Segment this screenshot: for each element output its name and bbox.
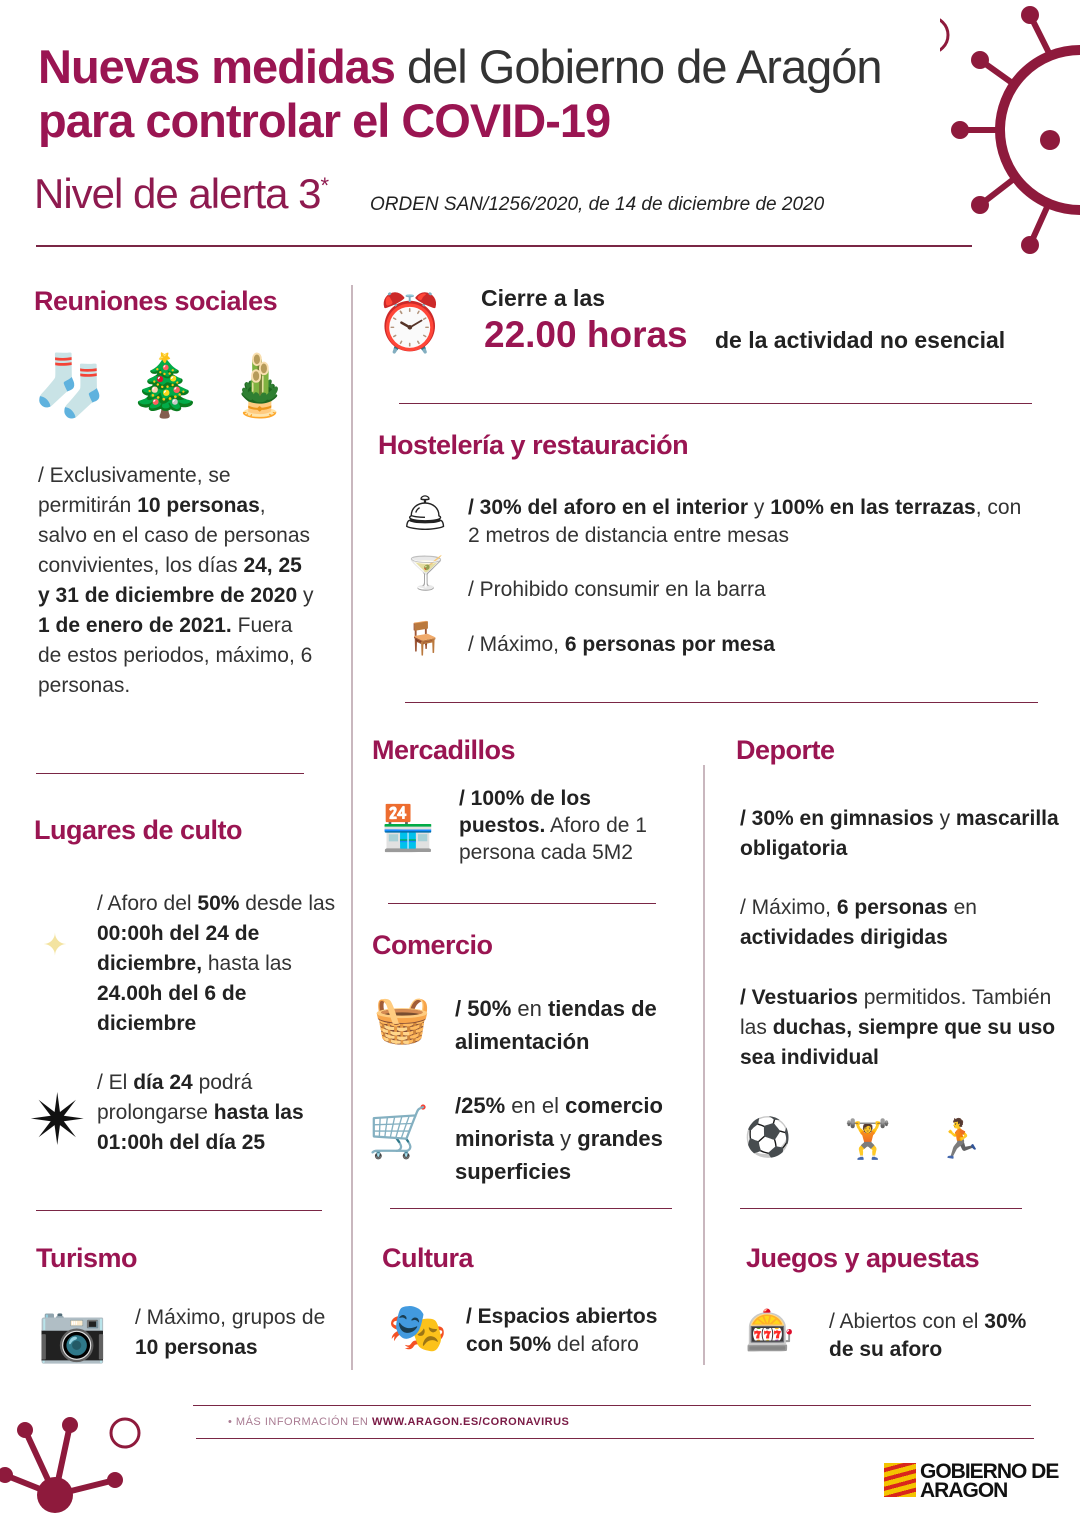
text-segment: / Máximo, <box>740 896 837 919</box>
market-stall-icon: 🏪 <box>380 803 436 853</box>
star-icon: ✴ <box>28 1081 88 1159</box>
divider <box>36 773 304 774</box>
divider <box>399 403 1032 404</box>
runner-icon: 🏃 <box>936 1119 984 1161</box>
hosteleria-item-3 <box>468 630 1028 660</box>
table-icon: 🪑 <box>404 619 444 656</box>
text-segment: en <box>947 896 977 919</box>
divider <box>196 1438 1034 1439</box>
orden-reference: ORDEN SAN/1256/2020, de 14 de diciembre de 2020 <box>370 194 825 215</box>
text-segment: mascarilla obligatoria <box>740 807 1059 860</box>
text-segment: 30% de su aforo <box>829 1310 1027 1361</box>
hosteleria-item-2 <box>468 575 1028 605</box>
heading-turismo: Turismo <box>36 1243 138 1273</box>
heading-juegos: Juegos y apuestas <box>746 1243 980 1273</box>
page-title: Nuevas medidas del Gobierno de Aragón para controlar el COVID-19 <box>38 40 882 147</box>
text-segment: Fuera de estos periodos, máximo, 6 personas. <box>38 614 313 697</box>
divider <box>193 1405 1031 1406</box>
weightlifter-icon: 🏋 <box>844 1119 892 1161</box>
text-segment: / Exclusivamente, se permitirán <box>38 464 231 517</box>
comercio-item-2 <box>455 1089 695 1188</box>
theater-masks-icon: 🎭 <box>387 1302 448 1355</box>
text-segment: tiendas de alimentación <box>455 996 657 1054</box>
text-segment: 10 personas <box>137 494 260 517</box>
virus-decoration-icon <box>940 0 1080 260</box>
divider <box>390 1208 672 1209</box>
text-segment: Aforo de 1 persona cada 5M2 <box>459 814 647 864</box>
text-segment: comercio minorista <box>455 1093 663 1151</box>
grocery-basket-icon: 🧺 <box>373 993 432 1045</box>
sparkle-icon: ✦ <box>42 928 68 962</box>
shopping-cart-icon: 🛒 <box>367 1104 431 1160</box>
christmas-icons <box>32 340 298 430</box>
text-segment: 24.00h del 6 de diciembre <box>97 982 247 1035</box>
text-segment: / Vestuarios <box>740 986 858 1009</box>
cierre-line1: Cierre a las <box>481 285 606 311</box>
text-segment: 6 personas <box>836 896 948 919</box>
text-segment: 50% <box>197 892 240 915</box>
text-segment: desde las <box>239 892 336 915</box>
text-segment: / Máximo, grupos de <box>135 1306 326 1329</box>
christmas-tree-icon: 🎄 <box>127 351 203 419</box>
divider <box>36 245 972 247</box>
text-segment: / 30% en gimnasios <box>740 807 934 830</box>
heading-comercio: Comercio <box>372 930 493 960</box>
coronavirus-link[interactable]: WWW.ARAGON.ES/CORONAVIRUS <box>371 1416 570 1428</box>
heading-cultura: Cultura <box>382 1243 473 1273</box>
aragon-flag-icon <box>884 1463 916 1497</box>
text-segment: actividades dirigidas <box>740 926 948 949</box>
heading-reuniones: Reuniones sociales <box>34 286 278 316</box>
turismo-text <box>135 1303 345 1363</box>
poker-chips-icon: 🎰 <box>745 1308 795 1353</box>
text-segment: hasta las <box>202 952 292 975</box>
text-segment: , con 2 metros de distancia entre mesas <box>468 496 1022 547</box>
text-segment: / Máximo, <box>468 633 565 656</box>
stocking-icon: 🧦 <box>32 351 108 419</box>
text-segment: podrá prolongarse <box>97 1071 253 1124</box>
mercadillos-text <box>459 785 674 866</box>
gobierno-logo: GOBIERNO DE ARAGON <box>920 1460 1059 1502</box>
text-segment: y <box>933 807 956 830</box>
text-segment: / 50% <box>455 996 512 1021</box>
divider <box>388 903 656 904</box>
text-segment: en <box>511 996 548 1021</box>
divider <box>740 1208 1022 1209</box>
divider <box>36 1210 322 1211</box>
text-segment: / Aforo del <box>97 892 198 915</box>
alarm-clock-icon: ⏰ <box>375 290 445 354</box>
deporte-item-1 <box>740 804 1060 864</box>
text-segment: en el <box>505 1093 566 1118</box>
text-segment: del aforo <box>551 1333 639 1356</box>
text-segment: /25% <box>455 1093 506 1118</box>
culto-text-2 <box>97 1068 347 1158</box>
text-segment: y <box>554 1126 578 1151</box>
text-segment: hasta las 01:00h del día 25 <box>97 1101 304 1154</box>
more-info: • MÁS INFORMACIÓN EN WWW.ARAGON.ES/CORONAVIRUS <box>228 1416 570 1428</box>
culto-text-1 <box>97 889 347 1039</box>
column-divider <box>703 765 705 1365</box>
text-segment: / Espacios abiertos con 50% <box>466 1305 658 1356</box>
text-segment: 1 de enero de 2021. <box>38 614 232 637</box>
heading-deporte: Deporte <box>736 735 835 765</box>
text-segment: 24, 25 y 31 de diciembre de 2020 <box>38 554 302 607</box>
cierre-rest: de la actividad no esencial <box>715 327 1006 353</box>
text-segment: / 30% del aforo en el interior <box>468 496 749 519</box>
comercio-item-1 <box>455 992 695 1058</box>
text-segment: día 24 <box>133 1071 193 1094</box>
deporte-item-3 <box>740 983 1060 1073</box>
camera-icon: 📷 <box>37 1300 108 1364</box>
ornament-icon: 🎍 <box>222 351 298 419</box>
cloche-icon: 🛎 <box>402 492 448 533</box>
text-segment: permitidos. También las <box>740 986 1052 1039</box>
text-segment: y <box>748 496 771 519</box>
text-segment: y <box>297 584 314 607</box>
text-segment: 100% en las terrazas <box>770 496 976 519</box>
heading-hosteleria: Hostelería y restauración <box>378 430 689 460</box>
cierre-hour: 22.00 horas <box>484 314 688 355</box>
divider <box>405 702 1038 703</box>
alert-level: Nivel de alerta 3* <box>34 170 329 217</box>
reuniones-text <box>38 461 318 701</box>
text-segment: / Prohibido consumir en la barra <box>468 578 766 601</box>
text-segment: 6 personas por mesa <box>564 633 775 656</box>
heading-mercadillos: Mercadillos <box>372 735 516 765</box>
text-segment: / 100% de los puestos. <box>459 787 591 837</box>
heading-culto: Lugares de culto <box>34 815 243 845</box>
text-segment: 00:00h del 24 de diciembre, <box>97 922 260 975</box>
text-segment: , salvo en el caso de personas convivientes, los días <box>38 494 311 577</box>
virus-decoration-bottom-icon <box>0 1400 160 1528</box>
deporte-item-2 <box>740 893 1060 953</box>
juegos-text <box>829 1308 1029 1364</box>
soccer-ball-icon: ⚽ <box>744 1117 792 1159</box>
text-segment: / Abiertos con el <box>829 1310 985 1333</box>
cocktail-icon: 🍸 <box>406 554 446 591</box>
text-segment: grandes superficies <box>455 1126 663 1184</box>
cultura-text <box>466 1303 696 1359</box>
text-segment: duchas, siempre que su uso sea individual <box>740 1016 1056 1069</box>
column-divider <box>351 285 353 1370</box>
hosteleria-item-1 <box>468 494 1038 550</box>
text-segment: 10 personas <box>135 1336 258 1359</box>
text-segment: / El <box>97 1071 134 1094</box>
